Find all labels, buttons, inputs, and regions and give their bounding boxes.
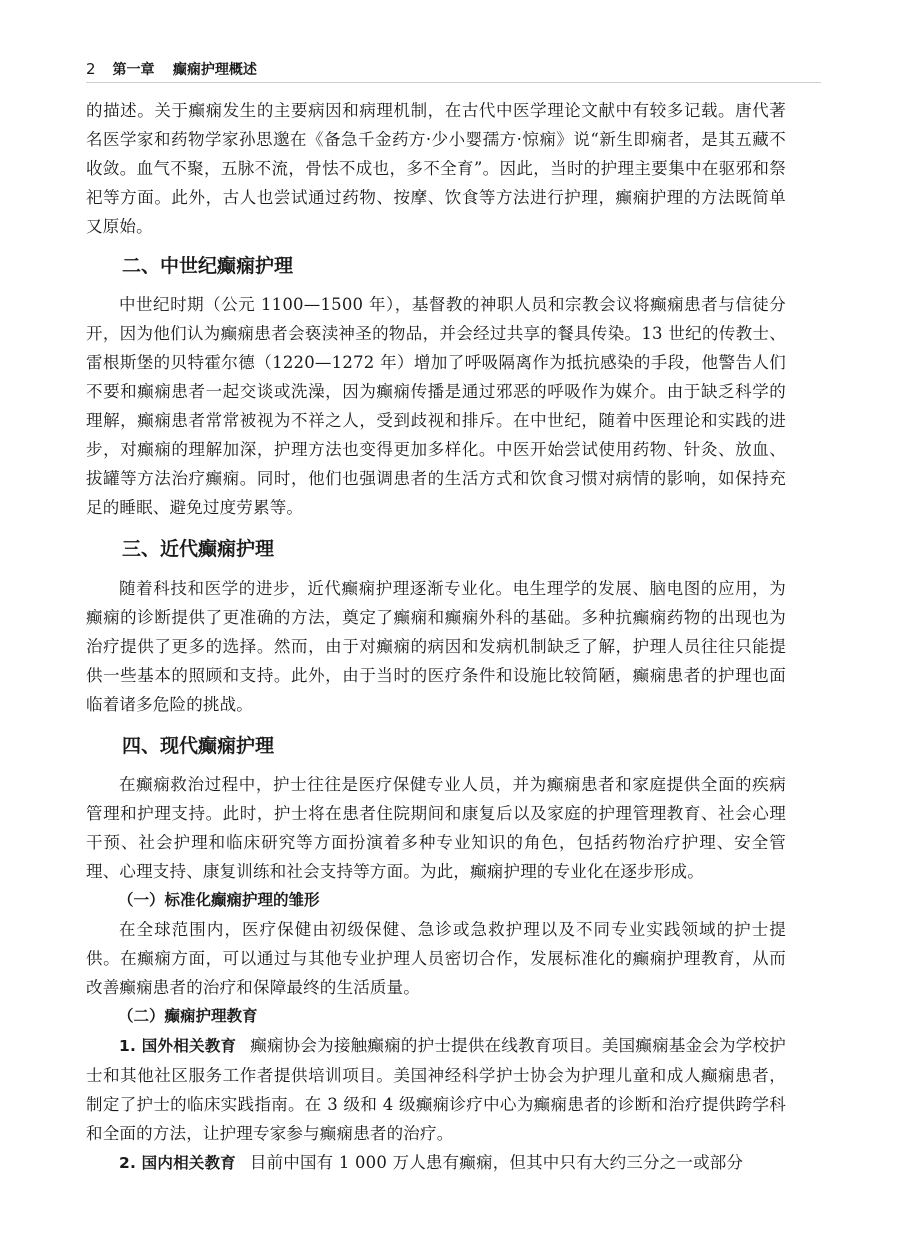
running-header <box>86 58 821 80</box>
paragraph-early-modern: 随着科技和医学的进步，近代癫痫护理逐渐专业化。电生理学的发展、脑电图的应用，为癫痫的诊断提供了更准确的方法，奠定了癫痫和癫痫外科的基础。多种抗癫痫药物的出现也为治疗提供了更多的选择。然而，由于对癫痫的病因和发病机制缺乏了解，护理人员往往只能提供一些基本的照顾和支持。此外，由于当时的医疗条件和设施比较简陋，癫痫患者的护理也面临着诸多危险的挑战。 <box>86 579 786 714</box>
paragraph-standardized: 在全球范围内，医疗保健由初级保健、急诊或急救护理以及不同专业实践领域的护士提供。在癫痫方面，可以通过与其他专业护理人员密切合作，发展标准化的癫痫护理教育，从而改善癫痫患者的治疗和保障最终的生活质量。 <box>86 920 786 997</box>
paragraph-modern: 在癫痫救治过程中，护士往往是医疗保健专业人员，并为癫痫患者和家庭提供全面的疾病管理和护理支持。此时，护士将在患者住院期间和康复后以及家庭的护理管理教育、社会心理干预、社会护理和临床研究等方面扮演着多种专业知识的角色，包括药物治疗护理、安全管理、心理支持、康复训练和社会支持等方面。为此，癫痫护理的专业化在逐步形成。 <box>86 775 786 881</box>
subsection-heading-standardized: （一）标准化癫痫护理的雏形 <box>118 891 320 909</box>
paragraph-foreign-education <box>86 1031 786 1148</box>
runin-domestic-education: 2. 国内相关教育 <box>119 1154 236 1172</box>
section-heading-early-modern: 三、近代癫痫护理 <box>122 538 275 560</box>
runin-foreign-education: 1. 国外相关教育 <box>119 1037 237 1055</box>
text-foreign-education: 癫痫协会为接触癫痫的护士提供在线教育项目。美国癫痫基金会为学校护士和其他社区服务工作者提供培训项目。美国神经科学护士协会为护理儿童和成人癫痫患者，制定了护士的临床实践指南。在 3 级和 4 级癫痫诊疗中心为癫痫患者的诊断和治疗提供跨学科和全面的方法，让护理专家参与癫痫患者的治疗。 <box>86 1036 786 1143</box>
chapter-label: 第一章 <box>112 62 155 78</box>
section-heading-medieval: 二、中世纪癫痫护理 <box>122 255 294 277</box>
page-body <box>86 96 786 1178</box>
subsection-heading-education: （二）癫痫护理教育 <box>118 1007 258 1025</box>
paragraph-medieval: 中世纪时期（公元 1100—1500 年），基督教的神职人员和宗教会议将癫痫患者与信徒分开，因为他们认为癫痫患者会亵渎神圣的物品，并会经过共享的餐具传染。13 世纪的传教士、雷根斯堡的贝特霍尔德（1220—1272 年）增加了呼吸隔离作为抵抗感染的手段，他警告人们不要和癫痫患者一起交谈或洗澡，因为癫痫传播是通过邪恶的呼吸作为媒介。由于缺乏科学的理解，癫痫患者常常被视为不祥之人，受到歧视和排斥。在中世纪，随着中医理论和实践的进步，对癫痫的理解加深，护理方法也变得更加多样化。中医开始尝试使用药物、针灸、放血、拔罐等方法治疗癫痫。同时，他们也强调患者的生活方式和饮食习惯对病情的影响，如保持充足的睡眠、避免过度劳累等。 <box>86 295 786 517</box>
paragraph-domestic-education <box>86 1148 786 1178</box>
header-rule <box>86 82 821 83</box>
chapter-title: 癫痫护理概述 <box>172 62 257 78</box>
intro-paragraph: 的描述。关于癫痫发生的主要病因和病理机制，在古代中医学理论文献中有较多记载。唐代著名医学家和药物学家孙思邈在《备急千金药方·少小婴孺方·惊痫》说“新生即痫者，是其五藏不收敛。血气不聚，五脉不流，骨怯不成也，多不全育”。因此，当时的护理主要集中在驱邪和祭祀等方面。此外，古人也尝试通过药物、按摩、饮食等方法进行护理，癫痫护理的方法既简单又原始。 <box>86 101 786 236</box>
section-heading-modern: 四、现代癫痫护理 <box>122 735 275 757</box>
page-number: 2 <box>86 60 96 78</box>
text-domestic-education: 目前中国有 1 000 万人患有癫痫，但其中只有大约三分之一或部分 <box>249 1153 744 1172</box>
